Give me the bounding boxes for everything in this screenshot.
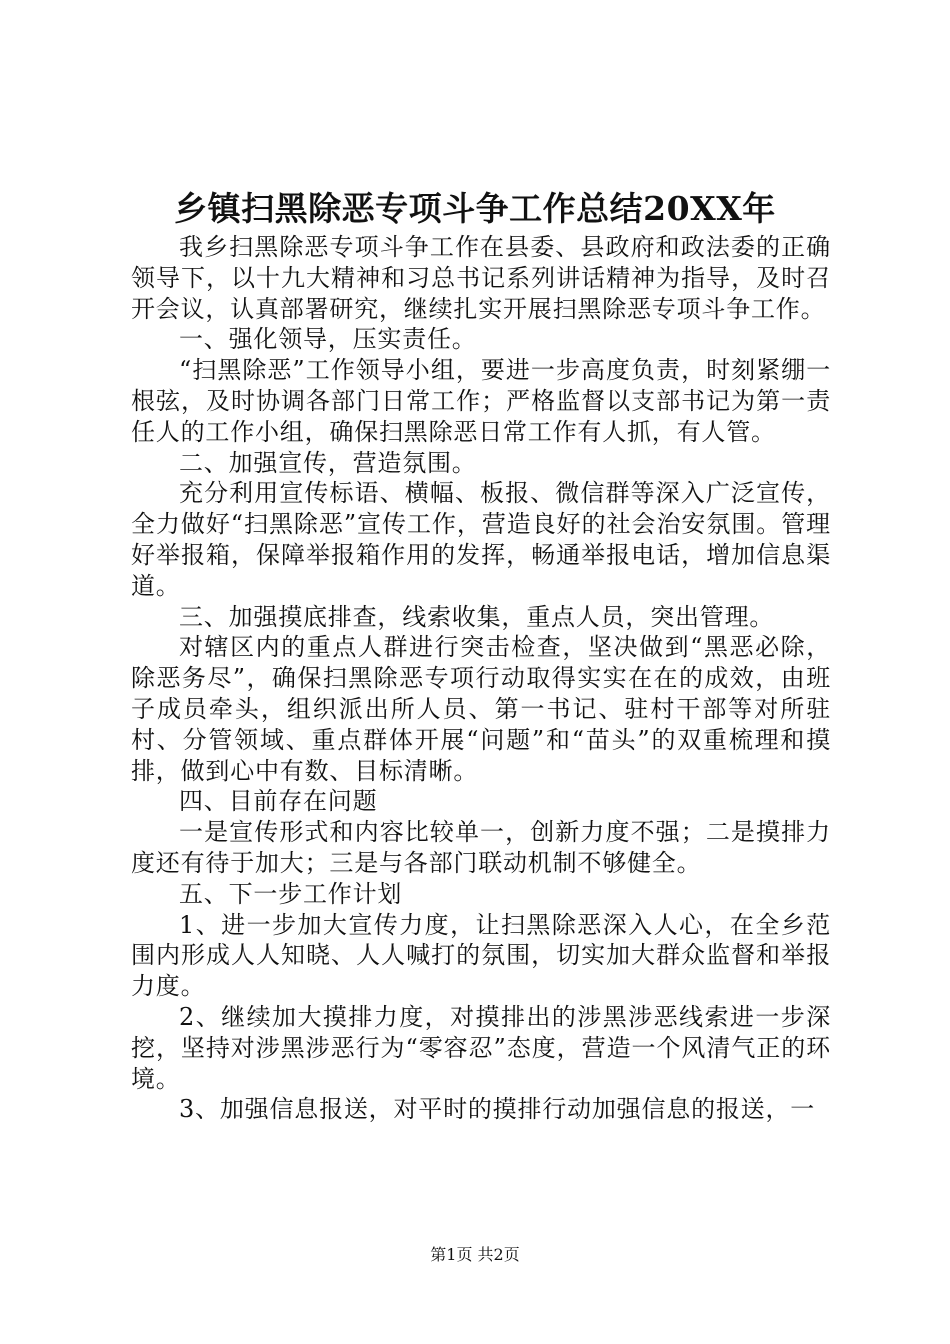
plan-item-2: 2、继续加大摸排力度，对摸排出的涉黑涉恶线索进一步深挖，坚持对涉黑涉恶行为“零容忍”态度，营造一个风清气正的环境。 [131, 1002, 831, 1093]
plan-item-1: 1、进一步加大宣传力度，让扫黑除恶深入人心，在全乡范围内形成人人知晓、人人喊打的氛围，切实加大群众监督和举报力度。 [131, 910, 831, 1001]
section-heading-5: 五、下一步工作计划 [179, 879, 403, 908]
document-body [131, 232, 831, 1125]
section-heading-4: 四、目前存在问题 [179, 787, 378, 816]
page-footer: 第1页 共2页 [430, 1245, 520, 1264]
section-4-paragraph: 一是宣传形式和内容比较单一，创新力度不强；二是摸排力度还有待于加大；三是与各部门联动机制不够健全。 [131, 818, 831, 877]
section-heading-2: 二、加强宣传，营造氛围。 [179, 448, 477, 477]
intro-paragraph: 我乡扫黑除恶专项斗争工作在县委、县政府和政法委的正确领导下，以十九大精神和习总书记系列讲话精神为指导，及时召开会议，认真部署研究，继续扎实开展扫黑除恶专项斗争工作。 [131, 233, 831, 323]
section-heading-1: 一、强化领导，压实责任。 [179, 325, 477, 354]
section-1-paragraph: “扫黑除恶”工作领导小组，要进一步高度负责，时刻紧绷一根弦，及时协调各部门日常工作；严格监督以支部书记为第一责任人的工作小组，确保扫黑除恶日常工作有人抓，有人管。 [131, 356, 831, 446]
document-title: 乡镇扫黑除恶专项斗争工作总结20XX年 [174, 189, 776, 228]
section-heading-3: 三、加强摸底排查，线索收集，重点人员，突出管理。 [179, 602, 775, 631]
section-3-paragraph: 对辖区内的重点人群进行突击检查，坚决做到“黑恶必除，除恶务尽”，确保扫黑除恶专项行动取得实实在在的成效，由班子成员牵头，组织派出所人员、第一书记、驻村干部等对所驻村、分管领域、重点群体开展“问题”和“苗头”的双重梳理和摸排，做到心中有数、目标清晰。 [131, 633, 831, 785]
section-2-paragraph: 充分利用宣传标语、横幅、板报、微信群等深入广泛宣传，全力做好“扫黑除恶”宣传工作，营造良好的社会治安氛围。管理好举报箱，保障举报箱作用的发挥，畅通举报电话，增加信息渠道。 [131, 479, 831, 600]
plan-item-3: 3、加强信息报送，对平时的摸排行动加强信息的报送，一 [179, 1095, 816, 1124]
